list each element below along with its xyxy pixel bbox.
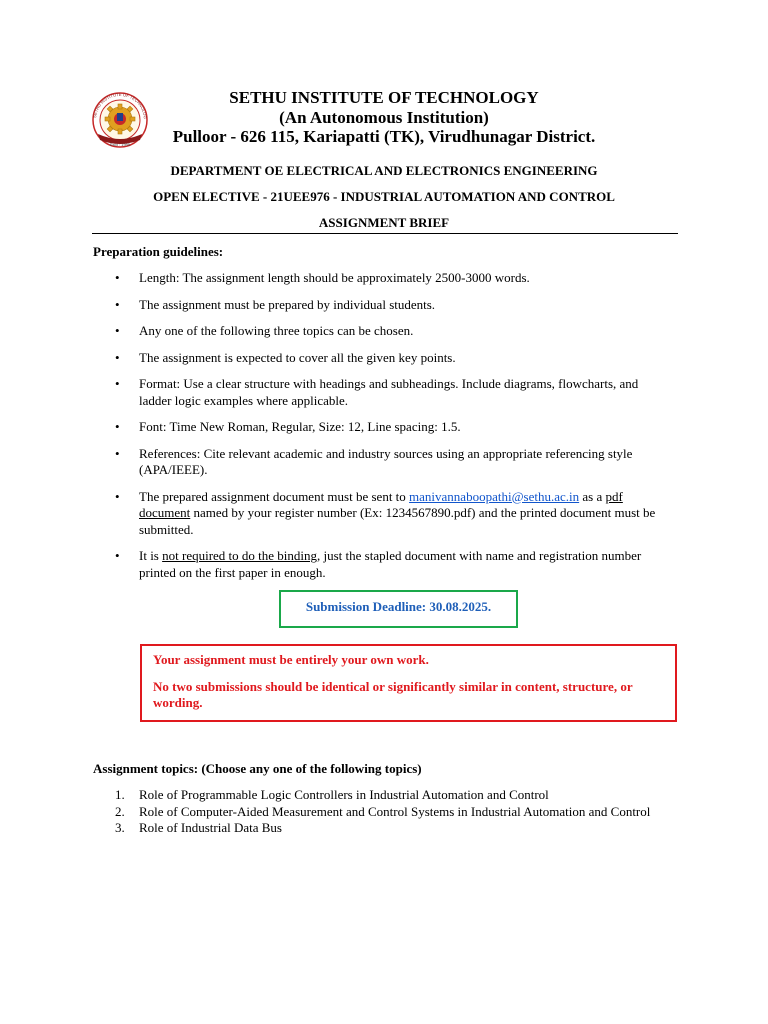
institute-logo [84,84,156,156]
topics-heading: Assignment topics: (Choose any one of the following topics) [93,761,422,776]
institute-status: (An Autonomous Institution) [279,108,489,127]
topic-item [93,787,673,804]
logo-ring-text: SETHU INSTITUTE OF TECHNOLOG [92,91,149,120]
topic-number: 2. [115,803,125,819]
list-item: • Length: The assignment length should be approximately 2500-3000 words. [115,270,530,285]
list-item-binding: • It is not required to do the binding, just the stapled document with name and registration number printed on the first paper in enough. [115,548,642,580]
topics-list [93,787,673,837]
header-divider [92,233,678,234]
list-item: • The assignment is expected to cover all the given key points. [115,349,456,365]
department-title: DEPARTMENT OE ELECTRICAL AND ELECTRONICS ENGINEERING [170,163,598,178]
bullet-icon: • [115,548,120,563]
topic-text: Role of Computer-Aided Measurement and Control Systems in Industrial Automation and Control [139,803,651,819]
originality-warning-box [140,644,677,722]
bullet-icon: • [115,270,120,285]
topic-text: Role of Industrial Data Bus [139,820,282,835]
bullet-icon: • [115,488,120,504]
institute-name: SETHU INSTITUTE OF TECHNOLOGY [229,88,539,107]
warning-line-no-identical: No two submissions should be identical or significantly similar in content, structure, or wording. [153,679,633,710]
list-item: • Font: Time New Roman, Regular, Size: 12, Line spacing: 1.5. [115,419,461,434]
list-item: • Any one of the following three topics can be chosen. [115,323,414,338]
submission-deadline-box [279,590,518,628]
no-binding-text: not required to do the binding [162,548,318,563]
bullet-icon: • [115,349,120,365]
list-item-submission: • The prepared assignment document must be sent to manivannaboopathi@sethu.ac.in as a pdf document named by your register number (Ex: 1234567890.pdf) and the printed document must be submitted. [115,488,656,537]
warning-line-own-work: Your assignment must be entirely your own work. [153,652,429,667]
topic-item [93,804,673,821]
course-title: OPEN ELECTIVE - 21UEE976 - INDUSTRIAL AUTOMATION AND CONTROL [153,189,615,204]
bullet-icon: • [115,376,120,391]
bullet-icon: • [115,296,120,312]
topic-item [93,820,673,837]
list-item: • The assignment must be prepared by individual students. [115,296,436,312]
bullet-icon: • [115,419,120,434]
submission-email-link[interactable]: manivannaboopathi@sethu.ac.in [409,488,580,504]
bullet-icon: • [115,323,120,338]
list-item: • Format: Use a clear structure with headings and subheadings. Include diagrams, flowcharts, and ladder logic examples where applicable. [115,376,639,408]
institute-address: Pulloor - 626 115, Kariapatti (TK), Virudhunagar District. [172,127,596,146]
topic-number: 1. [115,787,125,802]
list-item: • References: Cite relevant academic and industry sources using an appropriate referencing style (APA/IEEE). [115,445,633,477]
topic-number: 3. [115,820,125,835]
submission-deadline-text: Submission Deadline: 30.08.2025. [305,599,492,614]
logo-estd: Estd : 1995 [109,142,131,147]
guidelines-list [93,270,673,591]
topic-text: Role of Programmable Logic Controllers in Industrial Automation and Control [139,787,549,802]
pdf-document-text: pdf document [139,488,623,520]
bullet-icon: • [115,445,120,461]
document-type: ASSIGNMENT BRIEF [318,215,450,230]
guidelines-heading: Preparation guidelines: [93,244,224,259]
